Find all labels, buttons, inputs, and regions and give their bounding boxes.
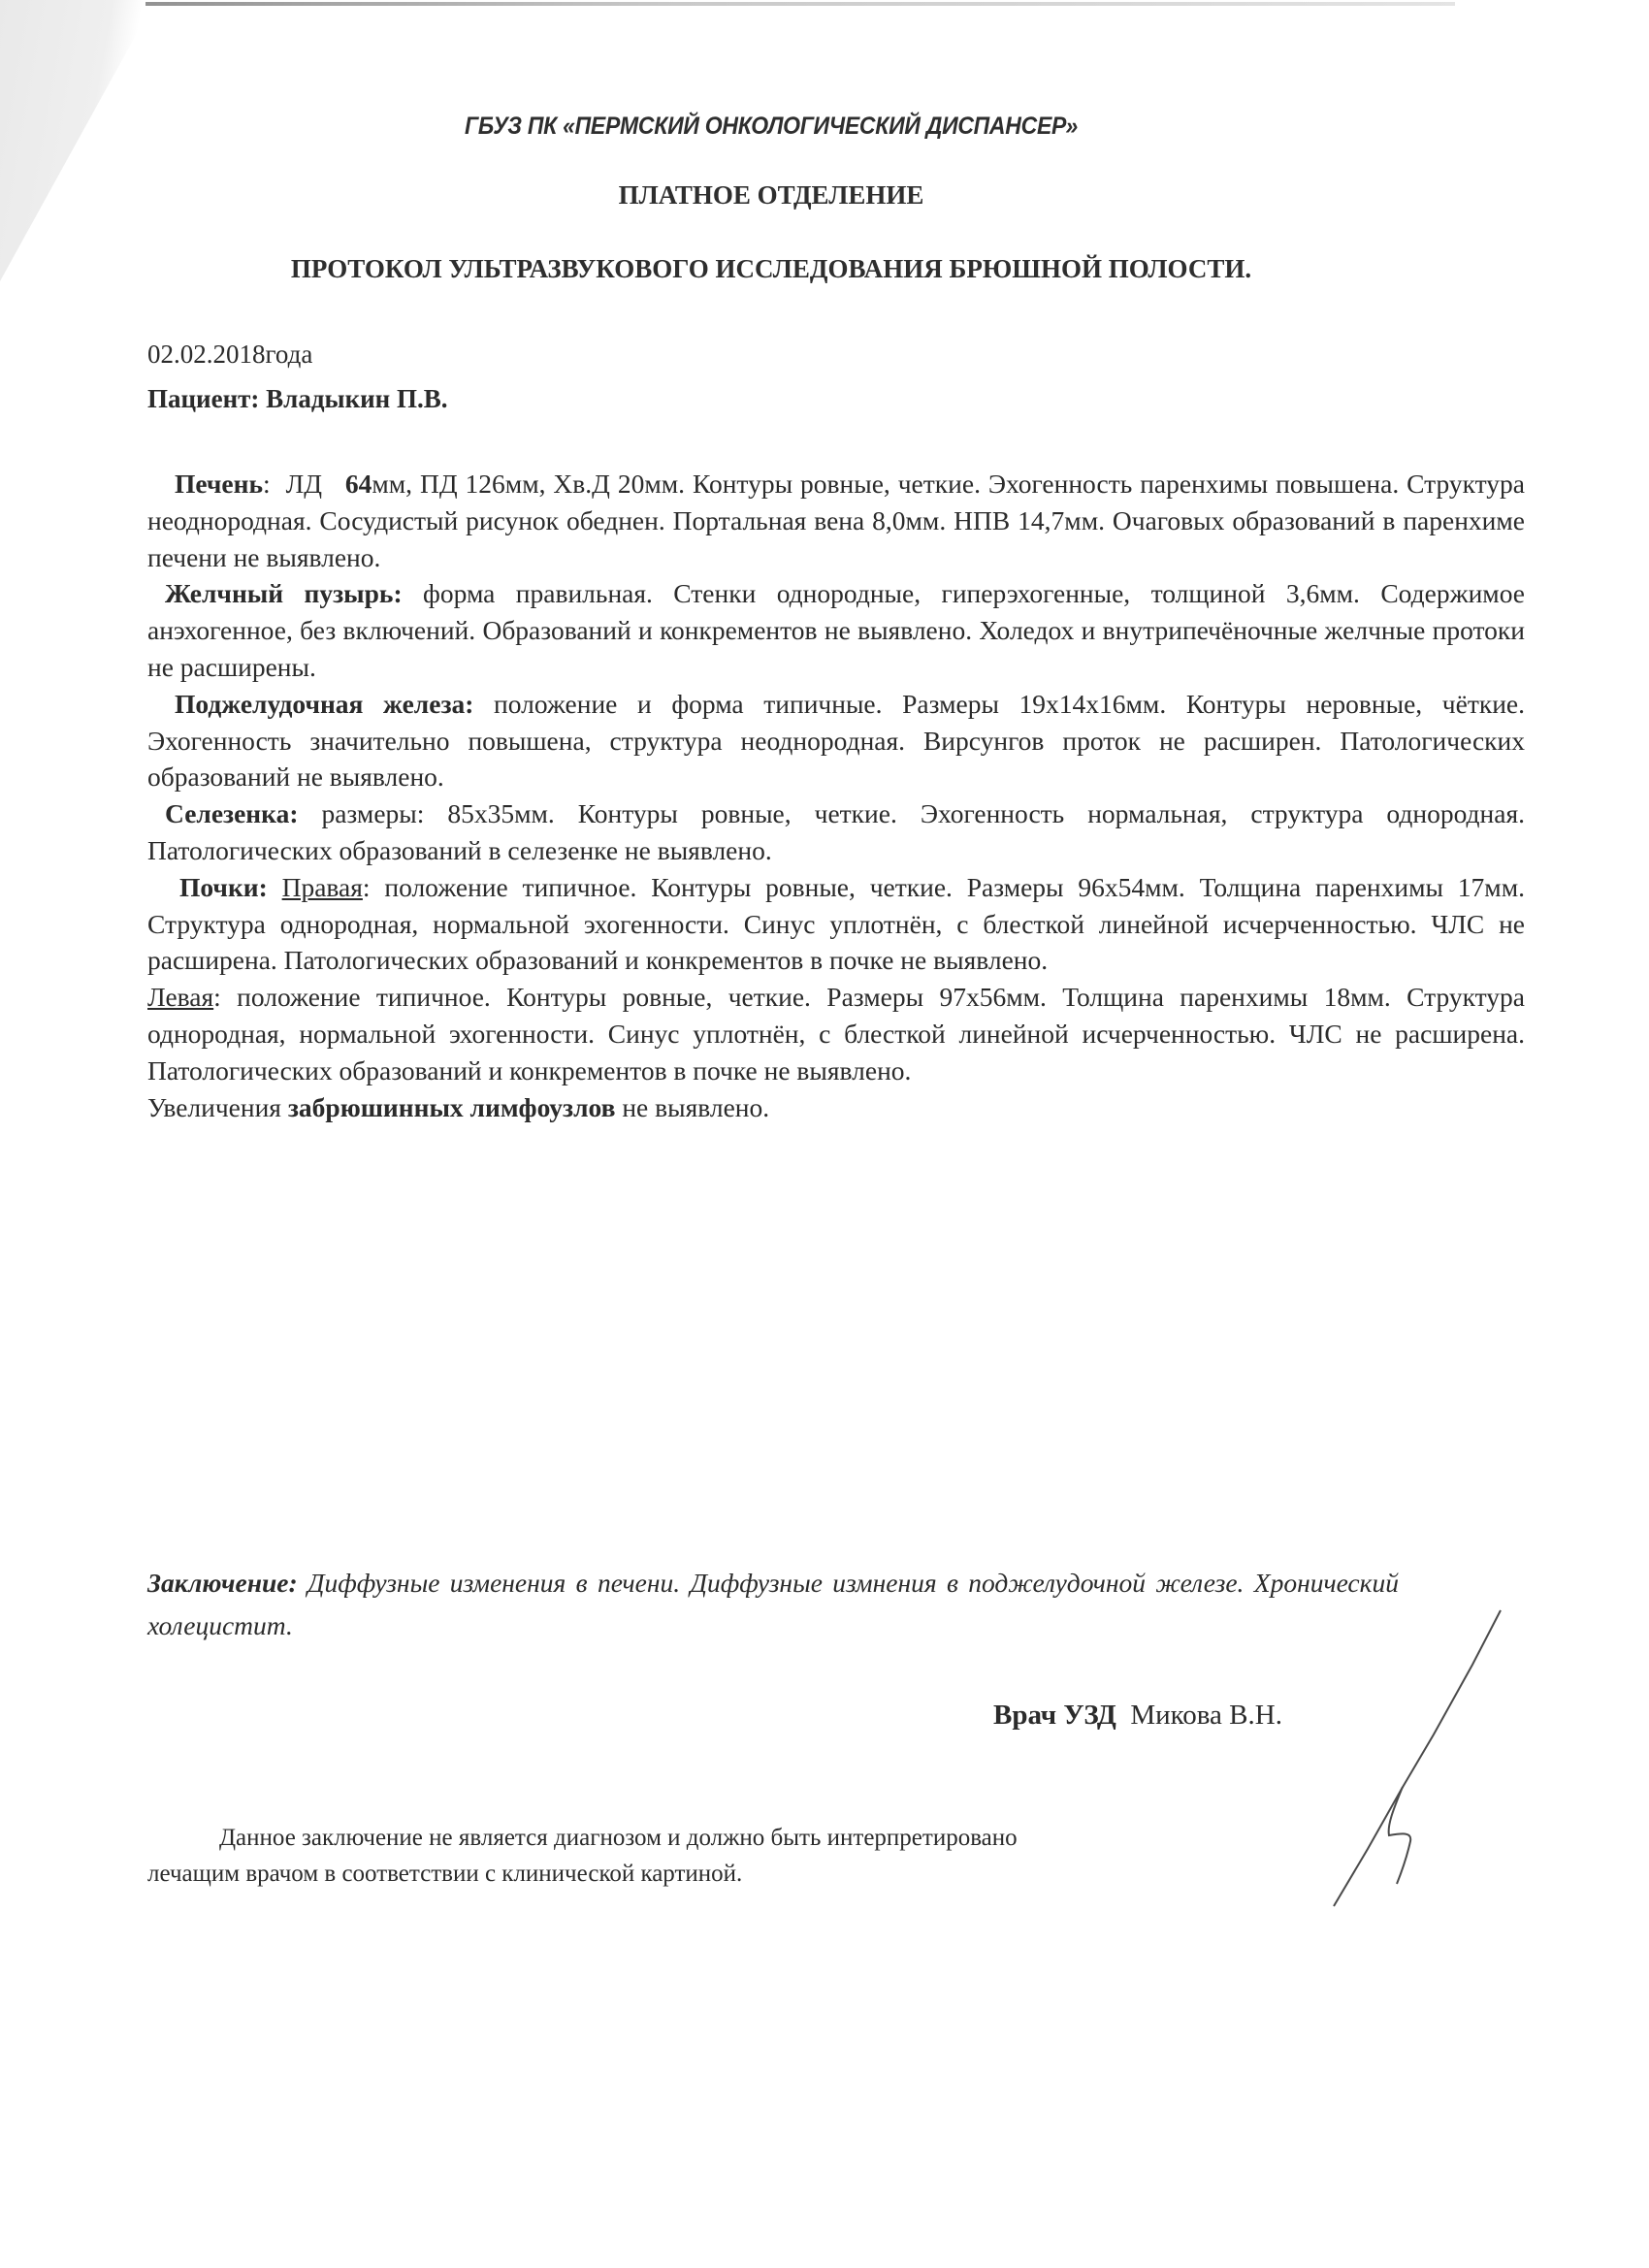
lymph-prefix: Увеличения	[147, 1091, 288, 1122]
conclusion	[147, 1562, 1399, 1647]
section-liver	[147, 466, 1525, 575]
signature-stroke-main	[1334, 1610, 1501, 1906]
spleen-text: размеры: 85х35мм. Контуры ровные, четкие. Эхогенность нормальная, структура однородная. Патологических образований в селезенке не выявлено.	[147, 798, 1525, 865]
exam-date: 02.02.2018года	[147, 340, 313, 369]
right-kidney-text: : положение типичное. Контуры ровные, четкие. Размеры 96х54мм. Толщина паренхимы 17мм. Структура однородная, нормальной эхогенности. Синус уплотнён, с блесткой линейной исчерченностью. ЧЛС не расширена. Патологических образований и конкрементов в почке не выявлено.	[147, 871, 1525, 976]
disclaimer-line-2: лечащим врачом в соответствии с клинической картиной.	[147, 1861, 743, 1887]
conclusion-text: Диффузные изменения в печени. Диффузные измнения в поджелудочной железе. Хронический холецистит.	[147, 1568, 1399, 1640]
conclusion-label: Заключение:	[147, 1568, 298, 1598]
left-kidney-label: Левая	[147, 982, 214, 1013]
section-kidneys-left	[147, 979, 1525, 1088]
gallbladder-label: Желчный пузырь:	[165, 578, 403, 609]
handwritten-signature-icon	[1222, 1571, 1533, 1921]
section-lymph-nodes	[147, 1089, 1525, 1126]
patient-name: Владыкин П.В.	[266, 384, 448, 413]
pancreas-text: положение и форма типичные. Размеры 19х14х16мм. Контуры неровные, чёткие. Эхогенность значительно повышена, структура неоднородная. Вирсунгов проток не расширен. Патологических образований не выявлено.	[147, 688, 1525, 793]
department-header: ПЛАТНОЕ ОТДЕЛЕНИЕ	[618, 180, 924, 210]
liver-ld-value: 64	[344, 469, 372, 499]
right-kidney-label: Правая	[281, 871, 363, 902]
spleen-label: Селезенка:	[165, 798, 299, 829]
patient-label: Пациент:	[147, 384, 260, 413]
liver-label: Печень	[175, 469, 264, 499]
organization-header: ГБУЗ ПК «ПЕРМСКИЙ ОНКОЛОГИЧЕСКИЙ ДИСПАНСЕР»	[464, 113, 1079, 140]
findings-body	[147, 466, 1525, 1125]
section-spleen	[147, 795, 1525, 869]
liver-ld-label: ЛД	[270, 469, 345, 499]
disclaimer	[147, 1820, 1117, 1892]
gallbladder-text: форма правильная. Стенки однородные, гиперэхогенные, толщиной 3,6мм. Содержимое анэхогенное, без включений. Образований и конкрементов не выявлено. Холедох и внутрипечёночные желчные протоки не расширены.	[147, 578, 1526, 682]
pancreas-label: Поджелудочная железа:	[175, 688, 474, 719]
liver-colon: :	[263, 469, 271, 499]
section-kidneys-right	[147, 869, 1525, 979]
left-kidney-text: : положение типичное. Контуры ровные, четкие. Размеры 97х56мм. Толщина паренхимы 18мм. Структура однородная, нормальной эхогенности. Синус уплотнён, с блесткой линейной исчерченностью. ЧЛС не расширена. Патологических образований и конкрементов в почке не выявлено.	[147, 982, 1525, 1085]
lymph-bold: забрюшинных лимфоузлов	[287, 1091, 616, 1122]
document-title: ПРОТОКОЛ УЛЬТРАЗВУКОВОГО ИССЛЕДОВАНИЯ БРЮШНОЙ ПОЛОСТИ.	[290, 254, 1252, 283]
section-pancreas	[147, 686, 1525, 795]
kidneys-label: Почки:	[179, 871, 268, 902]
section-gallbladder	[147, 575, 1525, 685]
doctor-name: Микова В.Н.	[1130, 1700, 1282, 1731]
doctor-title: Врач УЗД	[993, 1700, 1116, 1731]
lymph-suffix: не выявлено.	[615, 1091, 770, 1122]
signature-stroke-flourish	[1389, 1787, 1411, 1884]
disclaimer-line-1: Данное заключение не является диагнозом и должно быть интерпретировано	[219, 1825, 1018, 1851]
liver-text: мм, ПД 126мм, Хв.Д 20мм. Контуры ровные, четкие. Эхогенность паренхимы повышена. Структура неоднородная. Сосудистый рисунок обеднен. Портальная вена 8,0мм. НПВ 14,7мм. Очаговых образований в паренхиме печени не выявлено.	[147, 469, 1525, 572]
patient-line	[147, 384, 448, 414]
